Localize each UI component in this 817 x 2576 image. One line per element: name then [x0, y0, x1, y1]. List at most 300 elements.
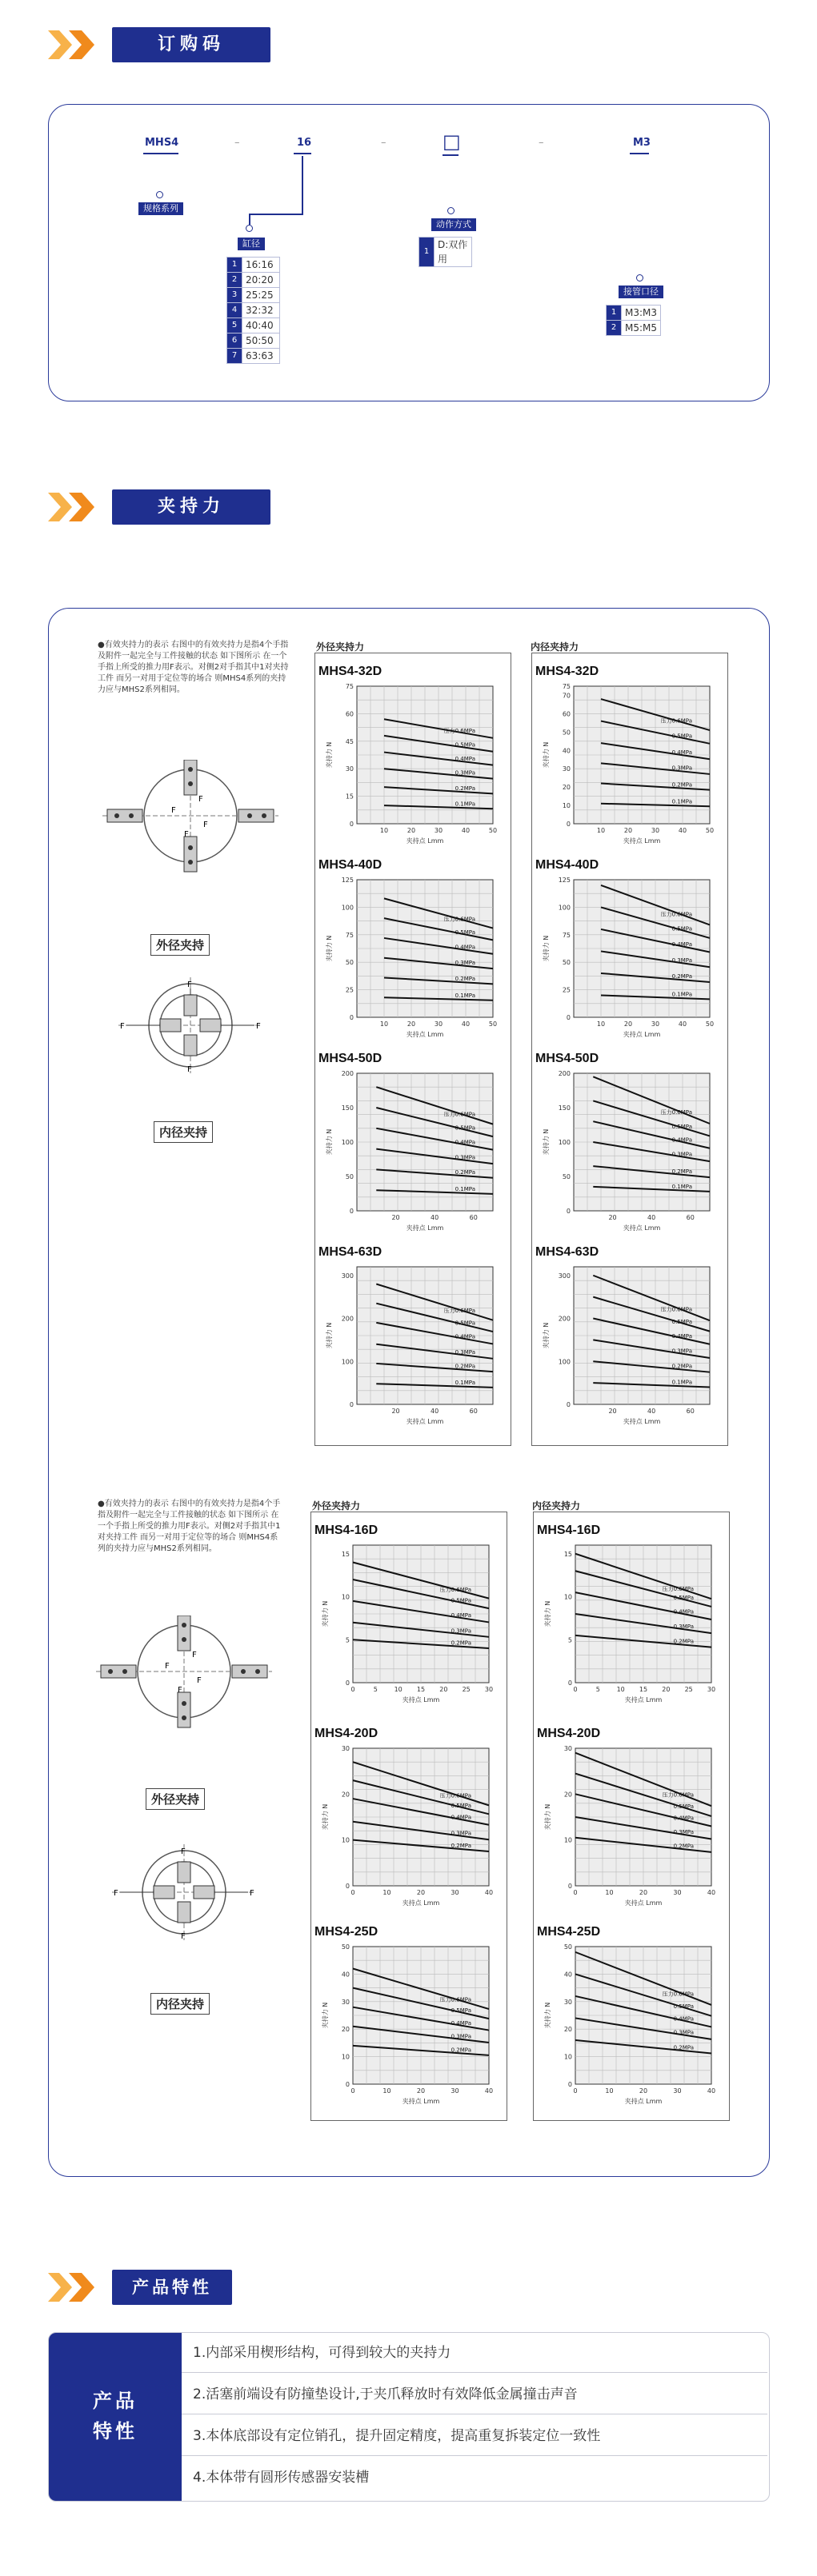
y-tick-label: 15: [563, 1550, 572, 1558]
pressure-label: 压力0.6MPa: [662, 1991, 694, 1998]
y-tick-label: 100: [341, 1139, 354, 1146]
pressure-label: 压力0.6MPa: [443, 728, 475, 735]
y-tick-label: 10: [563, 1593, 572, 1601]
y-axis-label: 夹持力 N: [543, 1322, 550, 1349]
y-tick-label: 30: [341, 1998, 350, 2006]
option-number: 5: [227, 318, 242, 333]
x-tick-label: 10: [382, 2087, 391, 2095]
x-tick-label: 10: [605, 2087, 614, 2095]
features-title-line: 产品: [93, 2390, 138, 2412]
pressure-label: 0.5MPa: [671, 925, 692, 933]
option-number: 7: [227, 349, 242, 364]
outer-clamp-label: 外径夹持: [150, 934, 210, 956]
y-tick-label: 20: [563, 1791, 572, 1799]
y-tick-label: 50: [562, 959, 571, 967]
x-axis-label: 夹持点 Lmm: [624, 1696, 663, 1703]
pressure-label: 0.4MPa: [455, 1139, 475, 1146]
pressure-label: 0.2MPa: [451, 2047, 471, 2054]
force-chart: [317, 1049, 507, 1236]
y-axis-label: 夹持力 N: [326, 741, 333, 769]
x-tick-label: 15: [416, 1686, 426, 1693]
feature-item: 1.内部采用楔形结构，可得到较大的夹持力: [182, 2333, 767, 2373]
force-label: F: [203, 821, 208, 829]
pressure-label: 0.4MPa: [455, 944, 475, 951]
x-axis-label: 夹持点 Lmm: [406, 1418, 444, 1425]
y-tick-label: 50: [345, 1173, 354, 1180]
pressure-label: 0.5MPa: [671, 1123, 692, 1130]
pressure-label: 0.2MPa: [455, 976, 475, 983]
option-row: [227, 273, 280, 288]
pressure-label: 0.3MPa: [673, 1623, 694, 1630]
y-tick-label: 10: [341, 2053, 350, 2061]
x-tick-label: 5: [373, 1686, 378, 1693]
y-tick-label: 50: [563, 1943, 572, 1951]
y-axis-label: 夹持力 N: [544, 2002, 551, 2029]
option-row: [419, 238, 472, 267]
y-tick-label: 50: [341, 1943, 350, 1951]
pressure-label: 0.5MPa: [673, 1803, 694, 1811]
y-tick-label: 15: [345, 793, 354, 801]
pressure-label: 0.4MPa: [455, 756, 475, 763]
y-tick-label: 30: [563, 1998, 572, 2006]
y-tick-label: 10: [563, 2053, 572, 2061]
pressure-label: 压力0.6MPa: [660, 911, 692, 918]
pressure-label: 0.3MPa: [451, 1830, 471, 1837]
pressure-label: 0.1MPa: [671, 798, 692, 805]
outer-force-column-title: 外径夹持力: [312, 1500, 361, 1512]
chart-title: MHS4-32D: [318, 665, 382, 678]
feature-item: 2.活塞前端设有防撞垫设计,于夹爪释放时有效降低金属撞击声音: [182, 2374, 767, 2414]
outer-clamp-diagram: [96, 1615, 272, 1735]
x-tick-label: 5: [595, 1686, 600, 1693]
y-tick-label: 0: [566, 1014, 571, 1021]
x-tick-label: 25: [684, 1686, 693, 1693]
x-tick-label: 10: [379, 1020, 389, 1028]
y-tick-label: 150: [341, 1104, 354, 1112]
pressure-label: 0.3MPa: [455, 1154, 475, 1161]
x-tick-label: 20: [639, 1889, 648, 1896]
force-label: F: [171, 806, 176, 815]
finger-top: [184, 760, 197, 795]
y-tick-label: 150: [558, 1104, 571, 1112]
x-axis-label: 夹持点 Lmm: [402, 1696, 440, 1703]
pressure-label: 0.4MPa: [451, 1814, 471, 1821]
x-tick-label: 40: [647, 1214, 656, 1221]
underline: [294, 153, 311, 154]
x-axis-label: 夹持点 Lmm: [623, 1418, 661, 1425]
x-tick-label: 15: [639, 1686, 648, 1693]
y-tick-label: 30: [341, 1745, 350, 1752]
pressure-label: 0.5MPa: [451, 1802, 471, 1809]
option-row: [607, 321, 661, 336]
section-title: 夹持力: [112, 489, 270, 525]
x-axis-label: 夹持点 Lmm: [623, 1224, 661, 1232]
option-number: 1: [419, 238, 435, 267]
chart-title: MHS4-50D: [535, 1052, 599, 1065]
x-tick-label: 40: [647, 1408, 656, 1415]
option-row: [227, 288, 280, 303]
y-tick-label: 75: [562, 931, 571, 939]
action-code-box: □: [443, 130, 461, 153]
y-tick-label: 30: [345, 765, 354, 773]
x-axis-label: 夹持点 Lmm: [624, 2098, 663, 2105]
chart-title: MHS4-16D: [314, 1524, 378, 1537]
x-tick-label: 30: [651, 827, 660, 834]
pressure-label: 0.1MPa: [671, 1184, 692, 1191]
y-axis-label: 夹持力 N: [322, 1600, 329, 1627]
pressure-label: 0.5MPa: [455, 1320, 475, 1327]
y-tick-label: 40: [341, 1971, 350, 1979]
x-tick-label: 20: [623, 1020, 633, 1028]
option-value: 40:40: [242, 318, 280, 333]
inner-force-column-title: 内径夹持力: [531, 641, 579, 653]
underline: [630, 153, 649, 154]
x-tick-label: 40: [461, 827, 471, 834]
x-tick-label: 30: [434, 1020, 443, 1028]
y-tick-label: 5: [567, 1636, 572, 1644]
y-axis-label: 夹持力 N: [543, 1128, 550, 1156]
y-axis-label: 夹持力 N: [326, 1322, 333, 1349]
option-number: 2: [607, 321, 622, 336]
pressure-label: 0.2MPa: [455, 1363, 475, 1370]
option-number: 1: [607, 306, 622, 321]
inner-clamp-label: 内径夹持: [150, 1993, 210, 2015]
pressure-label: 压力0.6MPa: [660, 717, 692, 725]
y-tick-label: 10: [562, 802, 571, 810]
force-chart: [534, 1049, 724, 1236]
x-tick-label: 60: [686, 1408, 695, 1415]
pressure-label: 0.3MPa: [455, 1349, 475, 1356]
y-tick-label: 70: [562, 692, 571, 700]
bore-options-table: [226, 257, 280, 364]
y-tick-label: 0: [567, 1679, 572, 1687]
chart-title: MHS4-20D: [314, 1727, 378, 1740]
y-tick-label: 75: [345, 683, 354, 690]
x-axis-label: 夹持点 Lmm: [406, 1031, 444, 1038]
y-tick-label: 200: [341, 1070, 354, 1077]
force-chart: [317, 662, 507, 849]
x-tick-label: 50: [488, 1020, 498, 1028]
clamp-note: ●有效夹持力的表示 右图中的有效夹持力是指4个手指及附件一起完全与工件接触的状态 如下图所示 在一个手指上所受的推力用F表示。对侧2对手指其中1对夹持工件 而另一对用于定位等的场合 则MHS4系列的夹持力应与MHS2系列相同。: [98, 1500, 281, 1553]
x-tick-label: 20: [416, 1889, 426, 1896]
pressure-label: 0.2MPa: [451, 1843, 471, 1850]
chart-title: MHS4-63D: [535, 1245, 599, 1259]
option-value: 32:32: [242, 303, 280, 318]
pressure-label: 压力0.6MPa: [439, 1996, 471, 2003]
svg-text:F: F: [187, 1065, 192, 1073]
y-tick-label: 25: [345, 986, 354, 994]
svg-text:F: F: [256, 1022, 261, 1031]
inner-clamp-diagram: [102, 977, 278, 1073]
y-tick-label: 100: [341, 904, 354, 912]
x-axis-label: 夹持点 Lmm: [623, 837, 661, 845]
y-tick-label: 0: [345, 1883, 350, 1890]
pressure-label: 0.1MPa: [455, 1186, 475, 1193]
x-axis-label: 夹持点 Lmm: [624, 1899, 663, 1907]
dash: –: [381, 137, 386, 149]
pressure-label: 0.4MPa: [673, 2015, 694, 2023]
option-value: 63:63: [242, 349, 280, 364]
y-tick-label: 125: [558, 877, 571, 884]
x-tick-label: 20: [416, 2087, 426, 2095]
force-chart: [317, 856, 507, 1043]
option-row: [227, 333, 280, 349]
x-tick-label: 20: [623, 827, 633, 834]
pressure-label: 压力0.6MPa: [443, 1307, 475, 1314]
y-tick-label: 20: [341, 2026, 350, 2034]
pressure-label: 0.1MPa: [671, 1379, 692, 1386]
pressure-label: 0.5MPa: [673, 1595, 694, 1602]
y-axis-label: 夹持力 N: [322, 1803, 329, 1831]
inner-force-column-title: 内径夹持力: [532, 1500, 581, 1512]
inner-clamp-label: 内径夹持: [154, 1121, 213, 1143]
option-value: M5:M5: [622, 321, 661, 336]
force-label: F: [198, 795, 203, 804]
chart-title: MHS4-40D: [318, 858, 382, 872]
y-tick-label: 30: [562, 765, 571, 773]
force-chart: [535, 1521, 726, 1708]
finger-right: [238, 809, 274, 822]
pressure-label: 0.3MPa: [671, 1151, 692, 1158]
x-tick-label: 30: [673, 1889, 682, 1896]
pressure-label: 压力0.6MPa: [439, 1792, 471, 1799]
x-tick-label: 10: [616, 1686, 625, 1693]
y-tick-label: 0: [566, 821, 571, 828]
pressure-label: 压力0.6MPa: [660, 1109, 692, 1116]
pressure-label: 0.2MPa: [671, 781, 692, 789]
x-tick-label: 20: [391, 1214, 400, 1221]
order-code-panel: [48, 104, 770, 401]
force-chart: [534, 662, 724, 849]
option-row: [227, 303, 280, 318]
feature-item: 3.本体底部设有定位销孔，提升固定精度，提高重复拆装定位一致性: [182, 2416, 767, 2456]
option-row: [227, 318, 280, 333]
pressure-label: 0.5MPa: [455, 741, 475, 749]
option-value: D:双作用: [435, 238, 472, 267]
x-tick-label: 0: [573, 1686, 578, 1693]
pressure-label: 0.5MPa: [671, 1319, 692, 1326]
force-chart: [534, 1243, 724, 1430]
finger-bottom: [184, 837, 197, 872]
option-value: 25:25: [242, 288, 280, 303]
connector-line: [249, 214, 250, 225]
x-tick-label: 40: [431, 1214, 439, 1221]
x-tick-label: 30: [673, 2087, 682, 2095]
x-tick-label: 20: [662, 1686, 671, 1693]
y-tick-label: 20: [562, 784, 571, 792]
features-table: [48, 2332, 770, 2502]
pressure-label: 0.3MPa: [671, 957, 692, 965]
action-options-table: [419, 237, 472, 267]
dash: –: [539, 137, 544, 149]
pressure-label: 0.4MPa: [455, 1333, 475, 1340]
x-tick-label: 30: [434, 827, 443, 834]
pressure-label: 0.2MPa: [673, 2044, 694, 2051]
pressure-label: 0.3MPa: [671, 765, 692, 772]
x-tick-label: 30: [451, 2087, 459, 2095]
pressure-label: 压力0.6MPa: [662, 1791, 694, 1799]
chart-title: MHS4-40D: [535, 858, 599, 872]
y-tick-label: 0: [349, 821, 354, 828]
bore-code: 16: [297, 137, 312, 149]
pressure-label: 0.3MPa: [451, 2033, 471, 2040]
underline: [443, 154, 459, 156]
force-chart: [313, 1923, 503, 2110]
y-tick-label: 10: [341, 1836, 350, 1844]
y-tick-label: 5: [345, 1636, 350, 1644]
option-value: 50:50: [242, 333, 280, 349]
y-tick-label: 40: [563, 1971, 572, 1979]
x-tick-label: 30: [484, 1686, 494, 1693]
y-tick-label: 10: [341, 1593, 350, 1601]
pressure-label: 0.4MPa: [671, 1332, 692, 1340]
x-axis-label: 夹持点 Lmm: [402, 1899, 440, 1907]
x-tick-label: 50: [705, 1020, 715, 1028]
svg-text:F: F: [187, 980, 192, 989]
chart-title: MHS4-16D: [537, 1524, 601, 1537]
x-tick-label: 40: [707, 2087, 716, 2095]
pressure-label: 0.1MPa: [455, 801, 475, 808]
y-tick-label: 0: [349, 1014, 354, 1021]
pressure-label: 0.2MPa: [673, 1843, 694, 1850]
force-chart: [534, 856, 724, 1043]
pressure-label: 0.2MPa: [455, 1169, 475, 1176]
y-tick-label: 75: [562, 683, 571, 690]
y-axis-label: 夹持力 N: [543, 935, 550, 962]
y-tick-label: 0: [349, 1208, 354, 1215]
x-tick-label: 40: [484, 1889, 494, 1896]
pressure-label: 0.1MPa: [671, 991, 692, 998]
pressure-label: 0.4MPa: [451, 1611, 471, 1619]
x-tick-label: 20: [439, 1686, 448, 1693]
svg-text:F: F: [250, 1889, 254, 1898]
chart-title: MHS4-25D: [314, 1925, 378, 1939]
tag-series: 规格系列: [138, 202, 183, 215]
x-tick-label: 20: [639, 2087, 648, 2095]
section-title: 产品特性: [112, 2270, 232, 2305]
connector-dot: [447, 207, 455, 214]
option-value: 16:16: [242, 258, 280, 273]
pressure-label: 0.3MPa: [673, 1828, 694, 1835]
y-tick-label: 15: [341, 1550, 350, 1558]
x-tick-label: 20: [406, 1020, 416, 1028]
pressure-label: 0.2MPa: [671, 1363, 692, 1370]
force-chart: [313, 1521, 503, 1708]
x-tick-label: 10: [379, 827, 389, 834]
section-title: 订购码: [112, 27, 270, 62]
outer-clamp-label: 外径夹持: [146, 1788, 205, 1810]
features-side-title: [49, 2333, 182, 2501]
y-axis-label: 夹持力 N: [543, 741, 550, 769]
force-chart: [313, 1724, 503, 1911]
x-axis-label: 夹持点 Lmm: [406, 1224, 444, 1232]
option-row: [607, 306, 661, 321]
connector-dot: [156, 191, 163, 198]
pressure-label: 0.4MPa: [671, 1136, 692, 1144]
svg-text:F: F: [192, 1651, 197, 1659]
dash: –: [234, 137, 240, 149]
chart-title: MHS4-25D: [537, 1925, 601, 1939]
connector-dot: [246, 225, 253, 232]
x-tick-label: 40: [707, 1889, 716, 1896]
option-row: [227, 349, 280, 364]
svg-text:F: F: [181, 1847, 186, 1856]
pressure-label: 0.5MPa: [451, 1597, 471, 1604]
pressure-label: 0.5MPa: [455, 929, 475, 936]
pressure-label: 0.1MPa: [455, 1380, 475, 1387]
y-tick-label: 10: [563, 1836, 572, 1844]
x-tick-label: 0: [573, 1889, 578, 1896]
y-tick-label: 20: [341, 1791, 350, 1799]
y-tick-label: 0: [567, 1883, 572, 1890]
x-tick-label: 60: [686, 1214, 695, 1221]
y-tick-label: 40: [562, 747, 571, 755]
pressure-label: 压力0.6MPa: [660, 1306, 692, 1313]
option-number: 4: [227, 303, 242, 318]
port-options-table: [606, 305, 661, 336]
pressure-label: 0.3MPa: [671, 1348, 692, 1355]
x-tick-label: 10: [382, 1889, 391, 1896]
x-tick-label: 40: [678, 1020, 687, 1028]
option-number: 2: [227, 273, 242, 288]
y-tick-label: 50: [345, 959, 354, 967]
x-tick-label: 20: [608, 1408, 617, 1415]
clamp-note: ●有效夹持力的表示 右图中的有效夹持力是指4个手指及附件一起完全与工件接触的状态 如下图所示 在一个手指上所受的推力用F表示。对侧2对手指其中1对夹持工件 而另一对用于定位等的场合 则MHS4系列的夹持力应与MHS2系列相同。: [98, 641, 289, 694]
svg-text:F: F: [165, 1662, 170, 1671]
chart-title: MHS4-20D: [537, 1727, 601, 1740]
y-tick-label: 60: [345, 710, 354, 718]
y-axis-label: 夹持力 N: [322, 2002, 329, 2029]
y-tick-label: 0: [566, 1208, 571, 1215]
pressure-label: 压力0.6MPa: [662, 1585, 694, 1592]
connector-line: [249, 214, 303, 215]
x-tick-label: 0: [350, 1889, 355, 1896]
chart-title: MHS4-63D: [318, 1245, 382, 1259]
pressure-label: 0.2MPa: [671, 973, 692, 980]
connector-line: [302, 156, 303, 214]
y-tick-label: 300: [558, 1272, 571, 1280]
y-tick-label: 25: [562, 986, 571, 994]
pressure-label: 0.4MPa: [673, 1815, 694, 1822]
outer-force-column-title: 外径夹持力: [316, 641, 365, 653]
outer-clamp-diagram: [102, 760, 278, 880]
x-tick-label: 10: [596, 1020, 606, 1028]
option-number: 6: [227, 333, 242, 349]
pressure-label: 0.5MPa: [451, 2007, 471, 2015]
y-tick-label: 50: [562, 1173, 571, 1180]
force-chart: [317, 1243, 507, 1430]
pressure-label: 0.2MPa: [455, 785, 475, 793]
x-tick-label: 10: [596, 827, 606, 834]
pressure-label: 0.4MPa: [673, 1608, 694, 1615]
y-tick-label: 100: [558, 904, 571, 912]
chart-title: MHS4-50D: [318, 1052, 382, 1065]
y-tick-label: 20: [563, 2026, 572, 2034]
x-axis-label: 夹持点 Lmm: [623, 1031, 661, 1038]
y-tick-label: 0: [345, 2081, 350, 2088]
x-tick-label: 0: [350, 2087, 355, 2095]
pressure-label: 0.5MPa: [673, 2003, 694, 2010]
x-tick-label: 60: [469, 1214, 478, 1221]
x-tick-label: 10: [605, 1889, 614, 1896]
pressure-label: 0.3MPa: [455, 769, 475, 777]
y-axis-label: 夹持力 N: [326, 1128, 333, 1156]
x-tick-label: 25: [462, 1686, 471, 1693]
y-tick-label: 200: [558, 1315, 571, 1323]
y-tick-label: 125: [341, 877, 354, 884]
svg-text:F: F: [181, 1932, 186, 1940]
svg-text:F: F: [120, 1022, 125, 1031]
